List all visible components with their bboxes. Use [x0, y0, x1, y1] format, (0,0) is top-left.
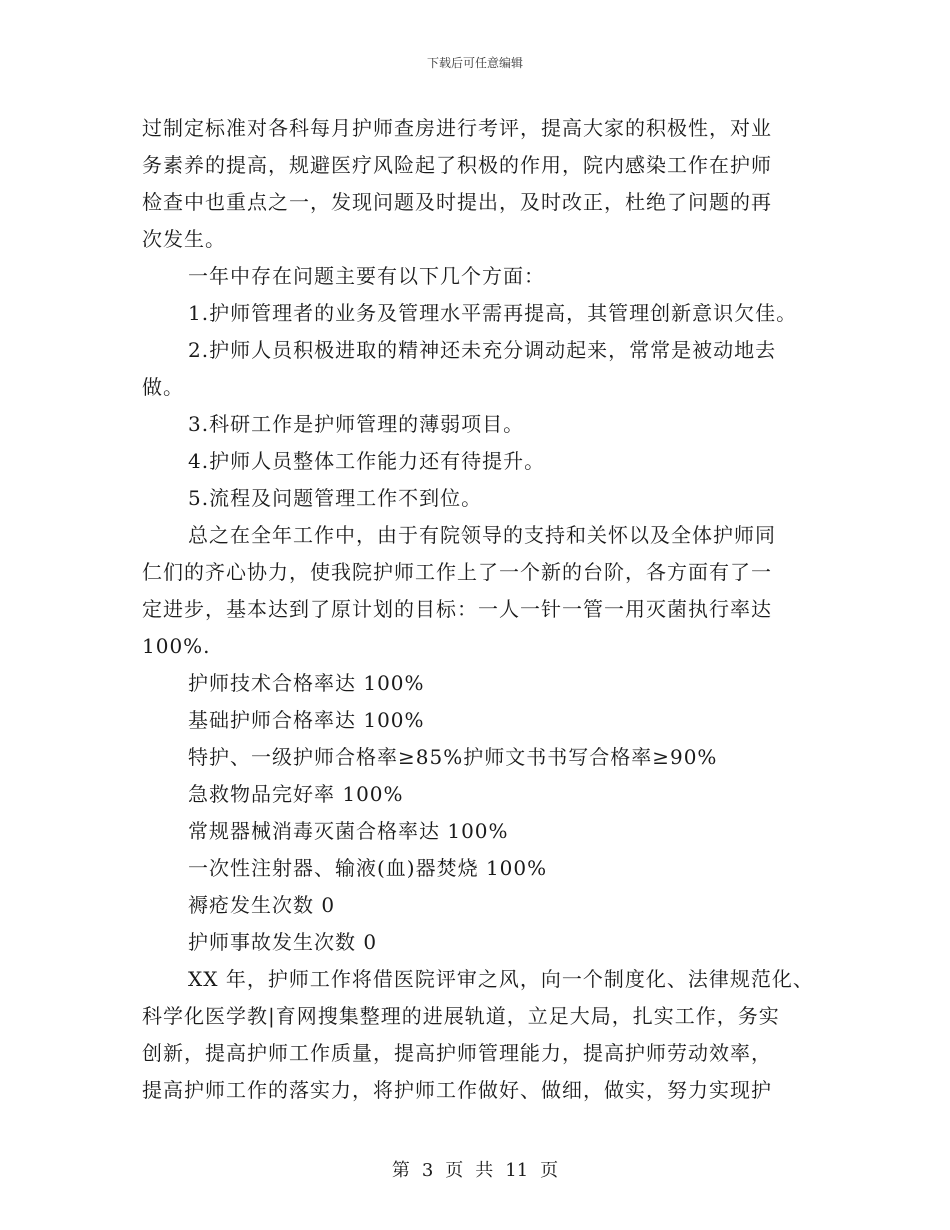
document-body [142, 110, 822, 1109]
paragraph-line: 检查中也重点之一，发现问题及时提出，及时改正，杜绝了问题的再 [142, 190, 772, 214]
list-item: 4.护师人员整体工作能力还有待提升。 [188, 449, 546, 473]
footer-prefix: 第 [391, 1160, 410, 1181]
page-footer [0, 1156, 950, 1182]
list-item: 3.科研工作是护师管理的薄弱项目。 [188, 412, 525, 436]
stat-line: 基础护师合格率达 100% [188, 708, 425, 732]
paragraph-line: 次发生。 [142, 227, 226, 251]
footer-total-prefix: 共 [475, 1160, 494, 1181]
footer-middle: 页 [445, 1160, 464, 1181]
paragraph-line: 过制定标准对各科每月护师查房进行考评，提高大家的积极性，对业 [142, 116, 772, 140]
stat-line: 常规器械消毒灭菌合格率达 100% [188, 819, 509, 843]
list-item: 5.流程及问题管理工作不到位。 [188, 486, 483, 510]
paragraph-line: 提高护师工作的落实力，将护师工作做好、做细，做实，努力实现护 [142, 1078, 772, 1102]
stat-line: 褥疮发生次数 0 [188, 893, 336, 917]
paragraph-line: XX 年，护师工作将借医院评审之风，向一个制度化、法律规范化、 [188, 967, 814, 991]
paragraph-line: 总之在全年工作中，由于有院领导的支持和关怀以及全体护师同 [188, 523, 776, 547]
paragraph-line: 仁们的齐心协力，使我院护师工作上了一个新的台阶，各方面有了一 [142, 560, 772, 584]
list-item: 2.护师人员积极进取的精神还未充分调动起来，常常是被动地去 [188, 338, 777, 362]
paragraph-line: 一年中存在问题主要有以下几个方面： [188, 264, 545, 288]
stat-line: 特护、一级护师合格率≥85%护师文书书写合格率≥90% [188, 745, 718, 769]
paragraph-line: 务素养的提高，规避医疗风险起了积极的作用，院内感染工作在护师 [142, 153, 772, 177]
stat-line: 护师技术合格率达 100% [188, 671, 425, 695]
stat-line: 护师事故发生次数 0 [188, 930, 378, 954]
paragraph-line: 100%. [142, 634, 211, 658]
footer-suffix: 页 [540, 1160, 559, 1181]
list-item-continuation: 做。 [142, 375, 184, 399]
stat-line: 急救物品完好率 100% [188, 782, 404, 806]
paragraph-line: 定进步，基本达到了原计划的目标：一人一针一管一用灭菌执行率达 [142, 597, 772, 621]
list-item: 1.护师管理者的业务及管理水平需再提高，其管理创新意识欠佳。 [188, 301, 798, 325]
total-pages: 11 [505, 1160, 529, 1181]
page-header-note: 下载后可任意编辑 [426, 56, 523, 70]
stat-line: 一次性注射器、输液(血)器焚烧 100% [188, 856, 548, 880]
paragraph-line: 科学化医学教|育网搜集整理的进展轨道，立足大局，扎实工作，务实 [142, 1004, 780, 1028]
page-number: 3 [421, 1160, 434, 1181]
paragraph-line: 创新，提高护师工作质量，提高护师管理能力，提高护师劳动效率， [142, 1041, 772, 1065]
